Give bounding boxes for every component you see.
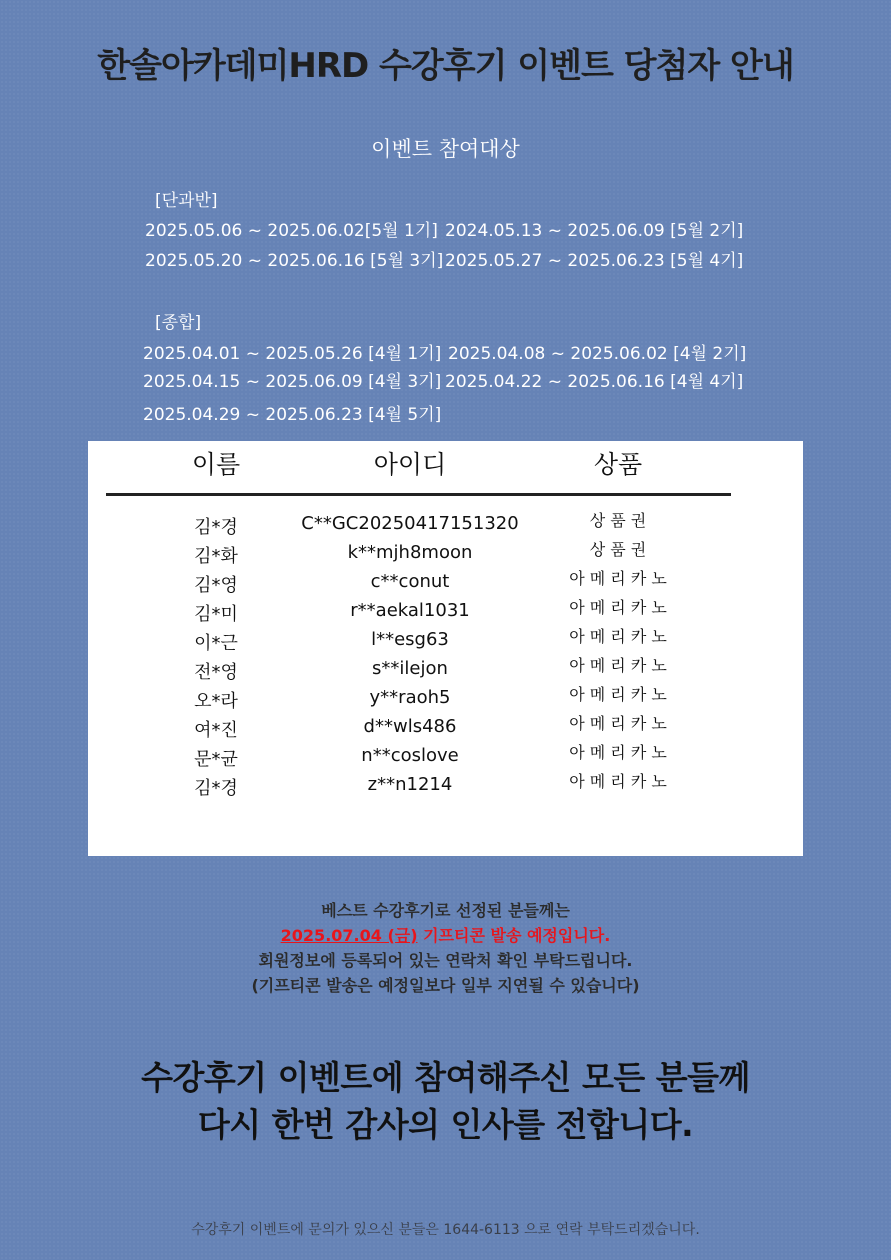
- period-item: 2025.04.01 ~ 2025.05.26 [4월 1기]: [143, 344, 442, 364]
- gift-notice: [0, 898, 891, 998]
- table-divider: [106, 493, 731, 496]
- winner-id: z**n1214: [367, 774, 453, 795]
- footer-contact: 수강후기 이벤트에 문의가 있으신 분들은 1644-6113 으로 연락 부탁드리겠습니다.: [191, 1222, 700, 1238]
- period-item: 2024.05.13 ~ 2025.06.09 [5월 2기]: [445, 221, 744, 241]
- notice-line: (기프티콘 발송은 예정일보다 일부 지연될 수 있습니다): [251, 976, 640, 995]
- winners-table: [88, 441, 803, 856]
- thanks-line: 수강후기 이벤트에 참여해주신 모든 분들께: [141, 1058, 750, 1097]
- period-item: 2025.05.20 ~ 2025.06.16 [5월 3기]: [145, 251, 444, 271]
- winner-name: 오*라: [194, 691, 238, 712]
- winner-id: l**esg63: [371, 629, 449, 650]
- winner-name: 전*영: [194, 662, 238, 683]
- winner-name: 김*경: [194, 517, 238, 538]
- combined-course-label: [종합]: [155, 313, 202, 333]
- winner-prize: 아 메 리 카 노: [569, 569, 667, 588]
- event-target-heading: 이벤트 참여대상: [371, 137, 520, 161]
- period-item: 2025.04.22 ~ 2025.06.16 [4월 4기]: [445, 372, 744, 392]
- winner-prize: 아 메 리 카 노: [569, 627, 667, 646]
- winner-prize: 아 메 리 카 노: [569, 598, 667, 617]
- winner-prize: 아 메 리 카 노: [569, 685, 667, 704]
- winner-name: 여*진: [194, 720, 238, 741]
- winner-name: 김*경: [194, 778, 238, 799]
- winner-name: 문*균: [194, 749, 238, 770]
- winner-id: k**mjh8moon: [347, 542, 473, 563]
- period-item: 2025.04.08 ~ 2025.06.02 [4월 2기]: [448, 344, 747, 364]
- winner-id: n**coslove: [361, 745, 459, 766]
- winner-id: C**GC20250417151320: [301, 513, 519, 534]
- column-header-id: 아이디: [373, 450, 447, 479]
- winner-prize: 상 품 권: [589, 540, 647, 559]
- winner-id: d**wls486: [363, 716, 457, 737]
- winner-id: c**conut: [370, 571, 450, 592]
- winner-name: 김*화: [194, 546, 238, 567]
- period-item: 2025.04.29 ~ 2025.06.23 [4월 5기]: [143, 405, 442, 425]
- thanks-message: [0, 1054, 891, 1148]
- period-item: 2025.05.06 ~ 2025.06.02[5월 1기]: [145, 221, 438, 241]
- winner-prize: 아 메 리 카 노: [569, 714, 667, 733]
- notice-date-line: [0, 923, 891, 948]
- notice-line: 기프티콘 발송 예정입니다.: [417, 926, 611, 945]
- thanks-line: 다시 한번 감사의 인사를 전합니다.: [197, 1105, 694, 1144]
- winner-name: 이*근: [194, 633, 238, 654]
- winner-prize: 아 메 리 카 노: [569, 743, 667, 762]
- page-title: 한솔아카데미HRD 수강후기 이벤트 당첨자 안내: [97, 46, 794, 86]
- winner-name: 김*미: [194, 604, 238, 625]
- period-item: 2025.04.15 ~ 2025.06.09 [4월 3기]: [143, 372, 442, 392]
- send-date: 2025.07.04 (금): [280, 926, 418, 945]
- period-item: 2025.05.27 ~ 2025.06.23 [5월 4기]: [445, 251, 744, 271]
- winner-id: y**raoh5: [369, 687, 451, 708]
- winner-prize: 아 메 리 카 노: [569, 772, 667, 791]
- short-course-label: [단과반]: [155, 191, 218, 211]
- winner-prize: 아 메 리 카 노: [569, 656, 667, 675]
- winner-prize: 상 품 권: [589, 511, 647, 530]
- winner-name: 김*영: [194, 575, 238, 596]
- column-header-name: 이름: [191, 450, 241, 479]
- winner-id: s**ilejon: [372, 658, 448, 679]
- notice-line: 베스트 수강후기로 선정된 분들께는: [321, 901, 570, 920]
- winner-id: r**aekal1031: [350, 600, 470, 621]
- column-header-prize: 상품: [593, 450, 643, 479]
- notice-line: 회원정보에 등록되어 있는 연락처 확인 부탁드립니다.: [258, 951, 633, 970]
